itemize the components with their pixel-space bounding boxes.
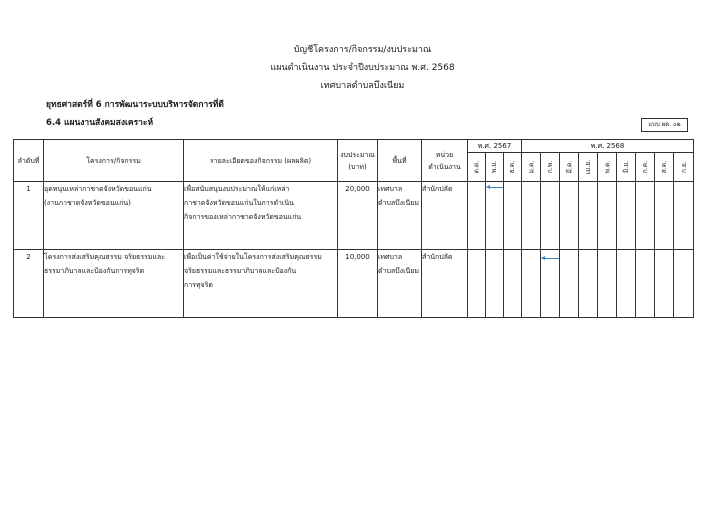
month-cell: [674, 182, 694, 250]
area-line: ตำบลบึงเนียม: [378, 267, 419, 275]
month-cell: [617, 182, 636, 250]
detail-line: การทุจริต: [184, 281, 213, 289]
detail-line: กาชาดจังหวัดขอนแก่นในการดำเนิน: [184, 199, 294, 207]
plan-table: [13, 139, 694, 318]
col-budget-header: [338, 140, 378, 182]
col-unit-label1: หน่วย: [435, 150, 454, 159]
month-jul: ก.ค.: [636, 153, 655, 182]
detail-line: กิจการของเหล่ากาชาดจังหวัดขอนแก่น: [184, 213, 302, 221]
detail-line: เพื่อสนับสนุนงบประมาณให้แก่เหล่า: [184, 185, 290, 193]
plan-heading: 6.4 แผนงานสังคมสงเคราะห์: [46, 118, 154, 128]
month-feb: ก.พ.: [541, 153, 560, 182]
month-cell: [468, 182, 486, 250]
col-budget-unit: (บาท): [348, 162, 367, 171]
doc-subtitle: แผนดำเนินงาน ประจำปีงบประมาณ พ.ศ. 2568: [270, 63, 455, 73]
month-cell: [636, 182, 655, 250]
month-cell: [655, 182, 674, 250]
month-sep: ก.ย.: [674, 153, 694, 182]
month-cell: [579, 250, 598, 318]
area-line: เทศบาล: [378, 185, 403, 193]
strategy-heading: ยุทธศาสตร์ที่ 6 การพัฒนาระบบบริหารจัดการที่ดี: [46, 100, 224, 110]
year1-header: พ.ศ. 2567: [468, 140, 522, 153]
doc-organization: เทศบาลตำบลบึงเนียม: [320, 81, 405, 91]
month-cell: [674, 250, 694, 318]
row-unit: สำนักปลัด: [422, 182, 468, 250]
month-jan: ม.ค.: [522, 153, 541, 182]
detail-line: เพื่อเป็นค่าใช้จ่ายในโครงการส่งเสริมคุณธรรม: [184, 253, 322, 261]
col-no-header: ลำดับที่: [14, 140, 44, 182]
col-unit-label2: ดำเนินงาน: [428, 162, 461, 171]
row-budget: 10,000: [338, 250, 378, 318]
row-project: [44, 182, 184, 250]
row-area: [378, 182, 422, 250]
row-area: [378, 250, 422, 318]
table-row: [14, 182, 694, 250]
project-line: (งานกาชาดจังหวัดขอนแก่น): [44, 199, 131, 207]
doc-title: บัญชีโครงการ/กิจกรรม/งบประมาณ: [293, 45, 432, 55]
project-line: ธรรมาภิบาลและป้องกันการทุจริต: [44, 267, 145, 275]
month-cell: [522, 250, 541, 318]
month-jun: มิ.ย.: [617, 153, 636, 182]
month-oct: ต.ค.: [468, 153, 486, 182]
col-unit-header: [422, 140, 468, 182]
month-cell: [598, 182, 617, 250]
row-no: 2: [14, 250, 44, 318]
year2-header: พ.ศ. 2568: [522, 140, 694, 153]
month-may: พ.ค.: [598, 153, 617, 182]
month-mar: มี.ค.: [560, 153, 579, 182]
month-dec: ธ.ค.: [504, 153, 522, 182]
detail-line: จริยธรรมและธรรมาภิบาลและป้องกัน: [184, 267, 297, 275]
col-project-header: โครงการ/กิจกรรม: [44, 140, 184, 182]
month-apr: เม.ย.: [579, 153, 598, 182]
row-project: [44, 250, 184, 318]
row-unit: สำนักปลัด: [422, 250, 468, 318]
month-cell: [579, 182, 598, 250]
month-cell: [598, 250, 617, 318]
row-budget: 20,000: [338, 182, 378, 250]
month-cell: [560, 250, 579, 318]
timeline-arrow: [487, 187, 504, 188]
row-detail: [184, 182, 338, 250]
col-area-header: พื้นที่: [378, 140, 422, 182]
month-cell: [504, 250, 522, 318]
month-cell: [541, 250, 560, 318]
month-aug: ส.ค.: [655, 153, 674, 182]
form-code-box: แบบ ผด. ๐๒: [641, 118, 688, 132]
month-cell: [522, 182, 541, 250]
timeline-arrow: [542, 258, 560, 259]
month-cell: [468, 250, 486, 318]
month-cell: [617, 250, 636, 318]
month-cell: [655, 250, 674, 318]
project-line: โครงการส่งเสริมคุณธรรม จริยธรรมและ: [44, 253, 166, 261]
row-detail: [184, 250, 338, 318]
month-cell: [486, 250, 504, 318]
col-budget-label: งบประมาณ: [340, 150, 375, 159]
col-detail-header: รายละเอียดของกิจกรรม (ผลผลิต): [184, 140, 338, 182]
row-no: 1: [14, 182, 44, 250]
project-line: อุดหนุนเหล่ากาชาดจังหวัดขอนแก่น: [44, 185, 152, 193]
table-row: [14, 250, 694, 318]
month-cell: [636, 250, 655, 318]
area-line: เทศบาล: [378, 253, 403, 261]
month-cell: [541, 182, 560, 250]
month-cell: [504, 182, 522, 250]
month-cell: [486, 182, 504, 250]
area-line: ตำบลบึงเนียม: [378, 199, 419, 207]
month-cell: [560, 182, 579, 250]
month-nov: พ.ย.: [486, 153, 504, 182]
